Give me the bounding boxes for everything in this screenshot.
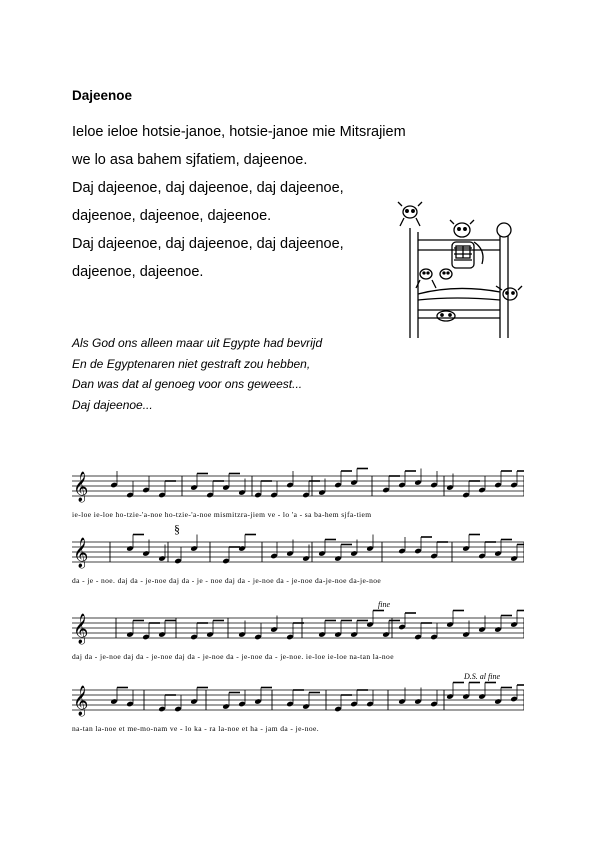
treble-clef-icon: 𝄞 xyxy=(73,686,89,716)
lyrics-line: da - je - noe. daj da - je-noe daj da - je - noe daj da - je-noe da - je-noe da-je-noe da-je-noe xyxy=(72,576,382,585)
translation-line: Dan was dat al genoeg voor ons geweest... xyxy=(72,377,303,391)
treble-clef-icon: 𝄞 xyxy=(73,614,89,644)
verse-line: Ieloe ieloe hotsie-janoe, hotsie-janoe mie Mitsrajiem xyxy=(72,124,406,140)
translation-block xyxy=(72,333,322,415)
staff-row-1 xyxy=(72,466,524,526)
staff-row-2 xyxy=(72,522,524,592)
song-title: Dajeenoe xyxy=(72,88,133,103)
figure-left-top xyxy=(398,202,422,226)
translation-line: Daj dajeenoe... xyxy=(72,397,153,412)
staff-row-4 xyxy=(72,672,524,740)
verse-block xyxy=(72,118,406,286)
staff xyxy=(72,466,524,506)
verse-line: we lo asa bahem sjfatiem, dajeenoe. xyxy=(72,152,308,168)
lyrics-line: daj da - je-noe daj da - je-noe daj da - je-noe da - je-noe da - je-noe. ie-loe ie-loe na-tan la-noe xyxy=(72,652,394,661)
figure-bottom-center xyxy=(437,311,455,321)
staff xyxy=(72,608,524,648)
bed-illustration xyxy=(396,198,524,338)
translation-line: En de Egyptenaren niet gestraft zou hebben, xyxy=(72,356,311,371)
verse-line: dajeenoe, dajeenoe. xyxy=(72,264,204,280)
translation-line: Als God ons alleen maar uit Egypte had bevrijd xyxy=(72,336,323,350)
treble-clef-icon: 𝄞 xyxy=(73,472,89,502)
figure-center-top xyxy=(450,220,483,268)
verse-line: Daj dajeenoe, daj dajeenoe, daj dajeenoe, xyxy=(72,180,344,196)
segno-mark: § xyxy=(174,522,180,536)
staff xyxy=(72,680,524,720)
staff-row-3 xyxy=(72,600,524,668)
fine-mark: fine xyxy=(378,600,390,609)
ds-al-fine-mark: D.S. al fine xyxy=(464,672,500,681)
verse-line: Daj dajeenoe, daj dajeenoe, daj dajeenoe, xyxy=(72,236,344,252)
lyrics-line: ie-loe ie-loe ho-tzie-'a-noe ho-tzie-'a-noe mismitzra-jiem ve - lo 'a - sa ba-hem sjfa-tiem xyxy=(72,510,372,519)
staff xyxy=(72,532,524,572)
lyrics-line: na-tan la-noe et me-mo-nam ve - lo ka - ra la-noe et ha - jam da - je-noe. xyxy=(72,724,319,733)
figure-left-bed xyxy=(416,269,436,288)
figure-center-small xyxy=(440,269,452,279)
verse-line: dajeenoe, dajeenoe, dajeenoe. xyxy=(72,208,272,224)
treble-clef-icon: 𝄞 xyxy=(73,538,89,568)
